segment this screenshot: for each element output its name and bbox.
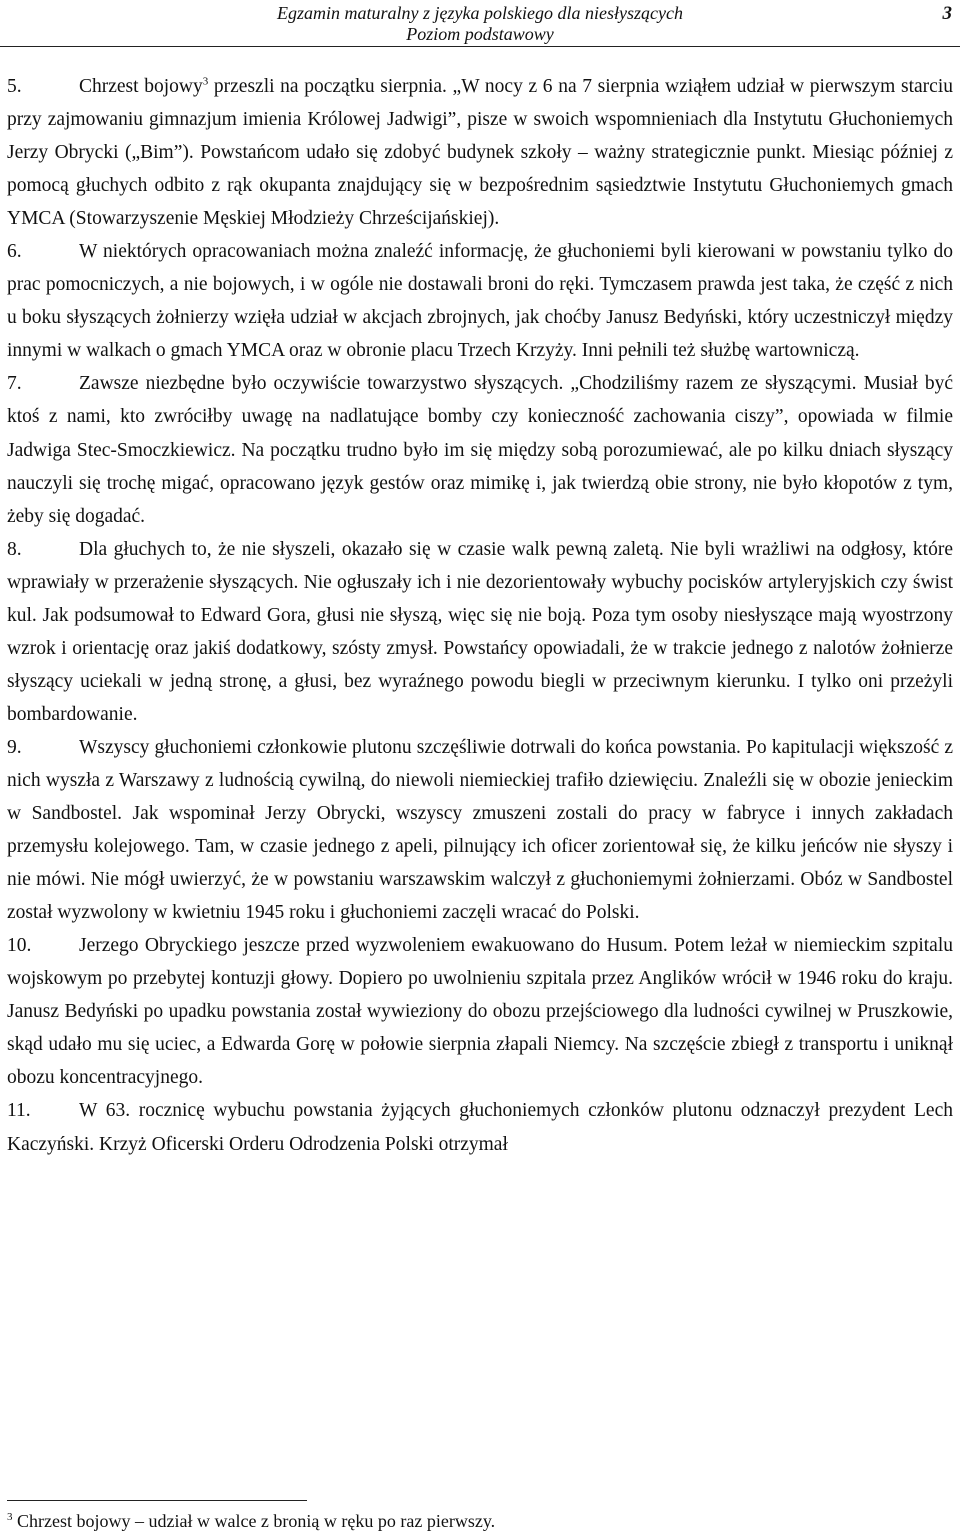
paragraph-5 [7,70,953,235]
paragraph-11 [7,1094,953,1160]
footnote-text: Chrzest bojowy – udział w walce z bronią w ręku po raz pierwszy. [12,1511,496,1531]
footnote-reference: 3 [202,75,209,88]
paragraph-text: Wszyscy głuchoniemi członkowie plutonu szczęśliwie dotrwali do końca powstania. Po kapitulacji większość z nich wyszła z Warszawy z ludnością cywilną, do niewoli niemieckiej trafiło dziewięciu. Znaleźli się w obozie jenieckim w Sandbostel. Jak wspominał Jerzy Obrycki, wszyscy zmuszeni zostali do pracy w fabryce i innych zakładach przemysłu kolejowego. Tam, w czasie jednego z apeli, pilnujący ich oficer zorientował się, że kilku jeńców nie słyszy i nie mówi. Nie mógł uwierzyć, że w powstaniu warszawskim walczył z głuchoniemymi żołnierzami. Obóz w Sandbostel został wyzwolony w kwietniu 1945 roku i głuchoniemi zaczęli wracać do Polski. [7,736,953,924]
paragraph-number: 9. [7,736,22,758]
paragraph-text: Jerzego Obryckiego jeszcze przed wyzwoleniem ewakuowano do Husum. Potem leżał w niemieckim szpitalu wojskowym po przebytej kontuzji głowy. Dopiero po uwolnieniu szpitala przez Anglików wrócił w 1946 roku do kraju. Janusz Bedyński po upadku powstania został wywieziony do obozu przejściowego dla ludności cywilnej w Pruszkowie, skąd udało mu się uciec, a Edwarda Gorę w połowie sierpnia złapali Niemcy. Na szczęście zbiegł z transportu i uniknął obozu koncentracyjnego. [7,935,953,1089]
paragraph-text: przeszli na początku sierpnia. „W nocy z 6 na 7 sierpnia wziąłem udział w pierwszym starciu przy zajmowaniu gimnazjum imienia Królowej Jadwigi”, pisze w swoich wspomnieniach dla Instytutu Głuchoniemych Jerzy Obrycki („Bim”). Powstańcom udało się zdobyć budynek szkoły – ważny strategicznie punkt. Miesiąc później z pomocą głuchych odbito z rąk okupanta znajdujący się w bezpośrednim sąsiedztwie Instytutu Głuchoniemych gmach YMCA (Stowarzyszenie Męskiej Młodzieży Chrześcijańskiej). [7,76,953,230]
page-number: 3 [942,3,952,24]
paragraph-number: 5. [7,76,22,97]
paragraph-text: Dla głuchych to, że nie słyszeli, okazało się w czasie walk pewną zaletą. Nie byli wrażliwi na odgłosy, które wprawiały w przerażenie słyszących. Nie ogłuszały ich i nie dezorientowały wybuchy pocisków artyleryjskich czy świst kul. Jak podsumował to Edward Gora, głusi nie słyszą, więc się nie boją. Poza tym osoby niesłyszące mają wyostrzony wzrok i orientację oraz jakiś dodatkowy, szósty zmysł. Powstańcy opowiadali, że w trakcie jednego z nalotów żołnierze słyszący uciekali w jedną stronę, a głusi, bez wyraźnego powodu biegli w przeciwnym kierunku. I tylko oni przeżyli bombardowanie. [7,538,953,725]
footnote-marker: 3 [7,1511,13,1523]
paragraph-text: W niektórych opracowaniach można znaleźć informację, że głuchoniemi byli kierowani w powstaniu tylko do prac pomocniczych, a nie bojowych, i w ogóle nie dostawali broni do ręki. Tymczasem prawda jest taka, że część z nich u boku słyszących żołnierzy wzięła udział w akcjach zbrojnych, jak choćby Janusz Bedyński, który uczestniczył między innymi w walkach o gmach YMCA oraz w obronie placu Trzech Krzyży. Inni pełnili też służbę wartowniczą. [7,241,953,362]
paragraph-text: Chrzest bojowy [79,76,203,97]
paragraph-7 [7,367,953,532]
paragraph-number: 7. [7,373,22,395]
paragraph-number: 10. [7,935,32,957]
exam-level: Poziom podstawowy [406,24,554,44]
paragraph-number: 6. [7,241,22,263]
paragraph-text: W 63. rocznicę wybuchu powstania żyjących głuchoniemych członków plutonu odznaczył prezydent Lech Kaczyński. Krzyż Oficerski Orderu Odrodzenia Polski otrzymał [7,1100,953,1155]
footnote-divider [7,1500,307,1501]
paragraph-number: 8. [7,538,22,560]
paragraph-8 [7,533,953,731]
paragraph-6 [7,235,953,367]
paragraph-text: Zawsze niezbędne było oczywiście towarzystwo słyszących. „Chodziliśmy razem ze słyszącymi. Musiał być ktoś z nami, kto zwróciłby uwagę na nadlatujące bomby czy konieczność zachowania ciszy”, opowiada w filmie Jadwiga Stec-Smoczkiewicz. Na początku trudno było im się między sobą porozumiewać, ale po kilku dniach słyszący nauczyli się trochę migać, opracowano język gestów oraz mimikę i, jak twierdzą obie strony, nie było kłopotów z tym, żeby się dogadać. [7,373,953,527]
paragraph-9 [7,731,953,929]
footnote [7,1510,953,1532]
paragraph-10 [7,929,953,1094]
document-body [7,70,953,1161]
paragraph-number: 11. [7,1100,31,1122]
page-header [0,2,960,47]
exam-title: Egzamin maturalny z języka polskiego dla niesłyszących [277,3,683,23]
